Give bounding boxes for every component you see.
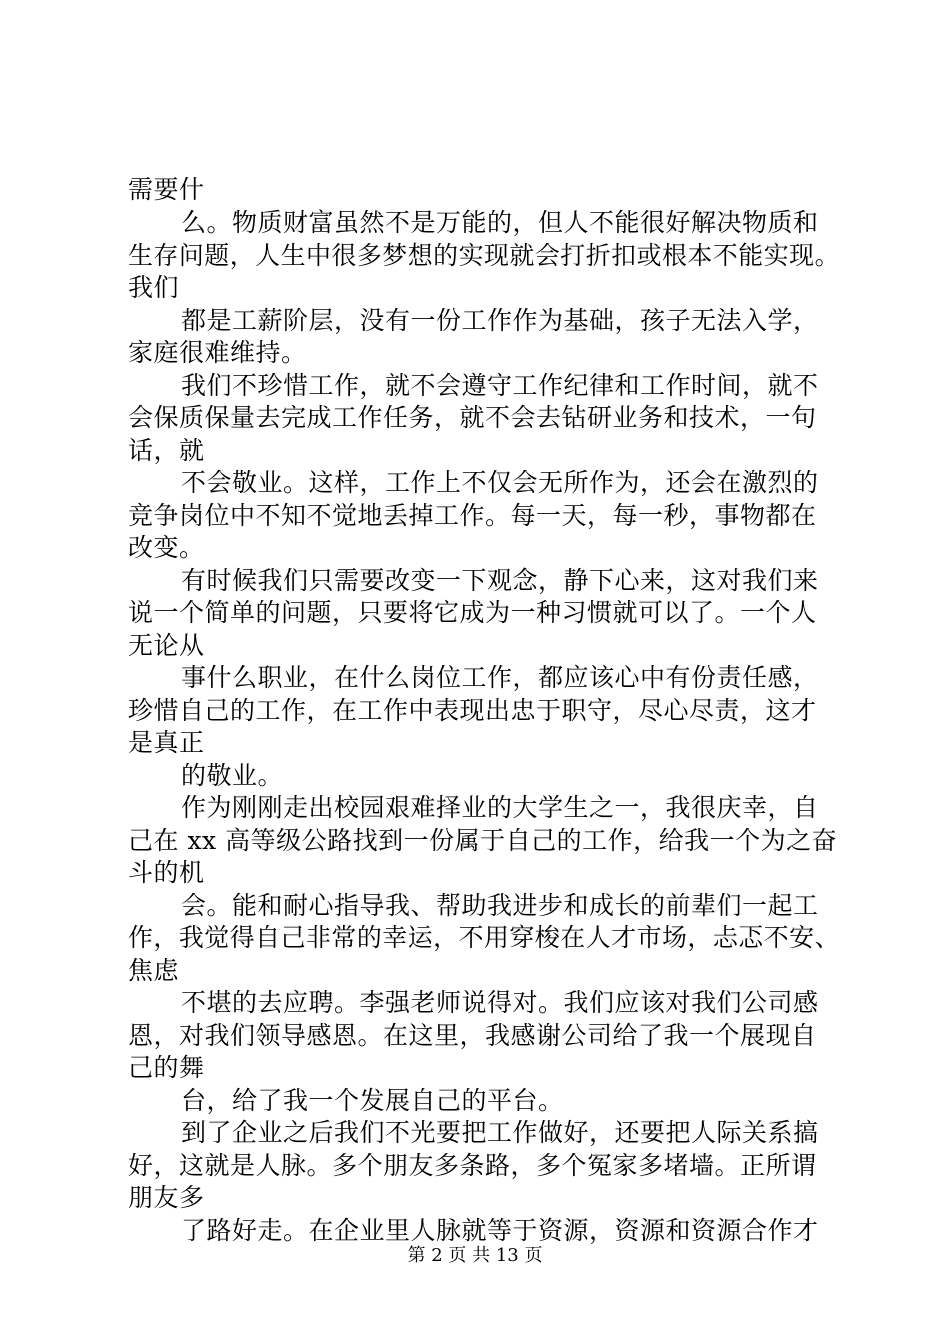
page-footer: 第 2 页 共 13 页: [407, 1245, 543, 1266]
text-line: 竞争岗位中不知不觉地丢掉工作。每一天，每一秒，事物都在: [128, 501, 817, 530]
text-line: 我们不珍惜工作，就不会遵守工作纪律和工作时间，就不: [181, 371, 819, 400]
text-line: 是真正: [128, 728, 205, 757]
text-line: 需要什: [128, 175, 205, 204]
text-line: 会。能和耐心指导我、帮助我进步和成长的前辈们一起工: [181, 891, 819, 920]
text-line: 作，我觉得自己非常的幸运，不用穿梭在人才市场，忐忑不安、: [128, 923, 841, 952]
text-line: 有时候我们只需要改变一下观念，静下心来，这对我们来: [181, 566, 819, 595]
text-line: 不堪的去应聘。李强老师说得对。我们应该对我们公司感: [181, 988, 819, 1017]
text-line: 好，这就是人脉。多个朋友多条路，多个冤家多堵墙。正所谓: [128, 1151, 817, 1180]
text-line: 恩，对我们领导感恩。在这里，我感谢公司给了我一个展现自: [128, 1021, 817, 1050]
text-line: 说一个简单的问题，只要将它成为一种习惯就可以了。一个人: [128, 598, 817, 627]
text-line: 的敬业。: [181, 761, 284, 790]
text-line: 己在 xx 高等级公路找到一份属于自己的工作，给我一个为之奋: [128, 826, 838, 855]
text-line: 无论从: [128, 631, 205, 660]
text-line: 珍惜自己的工作，在工作中表现出忠于职守，尽心尽责，这才: [128, 696, 817, 725]
text-line: 焦虑: [128, 956, 180, 985]
text-line: 事什么职业，在什么岗位工作，都应该心中有份责任感，: [181, 663, 819, 692]
text-line: 改变。: [128, 533, 205, 562]
text-line: 会保质保量去完成工作任务，就不会去钻研业务和技术，一句: [128, 403, 817, 432]
text-line: 家庭很难维持。: [128, 338, 307, 367]
text-line: 到了企业之后我们不光要把工作做好，还要把人际关系搞: [181, 1118, 819, 1147]
text-line: 话，就: [128, 436, 205, 465]
text-line: 斗的机: [128, 858, 205, 887]
text-line: 都是工薪阶层，没有一份工作作为基础，孩子无法入学，: [181, 306, 819, 335]
text-line: 不会敬业。这样，工作上不仅会无所作为，还会在激烈的: [181, 468, 819, 497]
text-line: 作为刚刚走出校园艰难择业的大学生之一，我很庆幸，自: [181, 793, 819, 822]
text-line: 么。物质财富虽然不是万能的，但人不能很好解决物质和: [181, 208, 819, 237]
text-line: 生存问题，人生中很多梦想的实现就会打折扣或根本不能实现。: [128, 241, 841, 270]
text-line: 台，给了我一个发展自己的平台。: [181, 1086, 564, 1115]
text-line: 我们: [128, 273, 180, 302]
text-line: 朋友多: [128, 1183, 205, 1212]
text-line: 了路好走。在企业里人脉就等于资源，资源和资源合作才: [181, 1216, 819, 1245]
text-line: 己的舞: [128, 1053, 205, 1082]
